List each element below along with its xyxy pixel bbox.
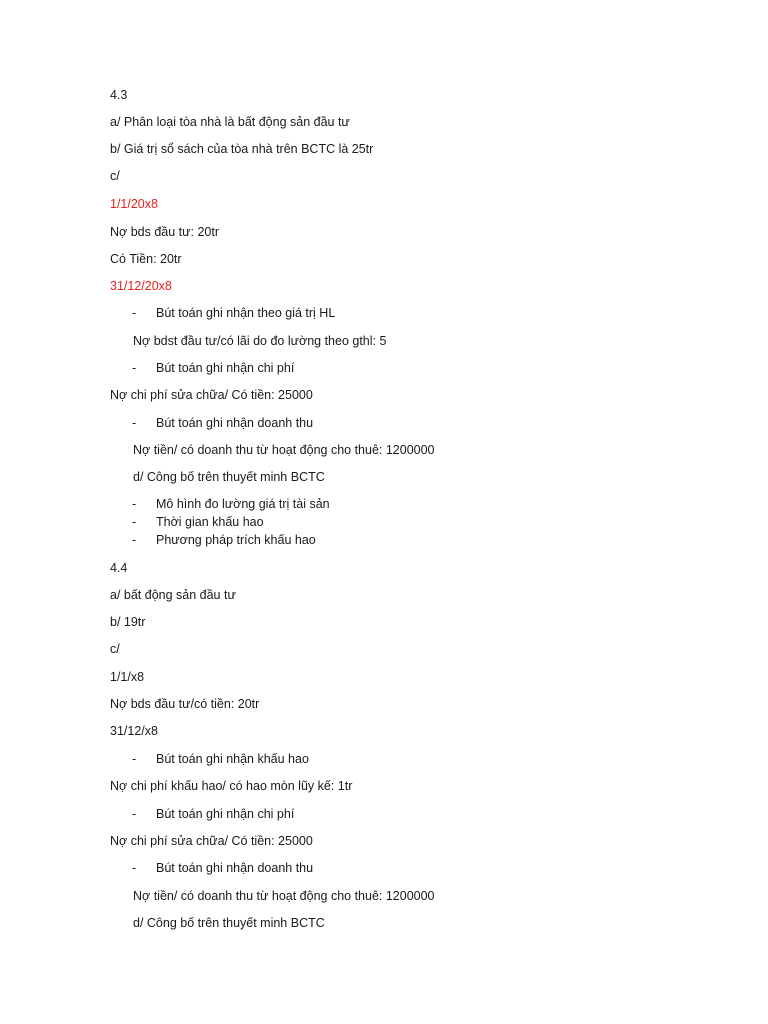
bullet-item <box>132 305 335 321</box>
bullet-dash: - <box>132 361 137 375</box>
bullet-dash: - <box>132 533 137 547</box>
date-label: 1/1/x8 <box>110 670 145 684</box>
journal-entry: Nợ chi phí sửa chữa/ Có tiền: 25000 <box>110 388 313 402</box>
bullet-text: Bút toán ghi nhận chi phí <box>156 361 295 375</box>
answer-b: b/ 19tr <box>110 615 146 629</box>
bullet-dash: - <box>132 752 137 766</box>
bullet-text: Bút toán ghi nhận chi phí <box>156 807 295 821</box>
bullet-text: Mô hình đo lường giá trị tài sản <box>156 497 330 511</box>
date-label: 1/1/20x8 <box>110 197 158 211</box>
bullet-dash: - <box>132 515 137 529</box>
answer-a: a/ Phân loại tòa nhà là bất động sản đầu tư <box>110 115 350 129</box>
section-heading: 4.4 <box>110 561 128 575</box>
journal-entry: Nợ bdst đầu tư/có lãi do đo lường theo gthl: 5 <box>133 334 387 348</box>
bullet-text: Bút toán ghi nhận khấu hao <box>156 752 309 766</box>
bullet-item <box>132 415 313 431</box>
journal-entry: Nợ tiền/ có doanh thu từ hoạt động cho thuê: 1200000 <box>133 443 435 457</box>
bullet-dash: - <box>132 416 137 430</box>
journal-entry: Có Tiền: 20tr <box>110 252 182 266</box>
bullet-text: Bút toán ghi nhận doanh thu <box>156 416 314 430</box>
journal-entry: Nợ chi phí sửa chữa/ Có tiền: 25000 <box>110 834 313 848</box>
section-heading: 4.3 <box>110 88 128 102</box>
answer-c: c/ <box>110 642 120 656</box>
journal-entry: Nợ bds đầu tư: 20tr <box>110 225 219 239</box>
bullet-item <box>132 496 330 512</box>
bullet-dash: - <box>132 807 137 821</box>
bullet-text: Thời gian khấu hao <box>156 515 264 529</box>
bullet-item <box>132 514 264 530</box>
bullet-item <box>132 860 313 876</box>
answer-b: b/ Giá trị sổ sách của tòa nhà trên BCTC là 25tr <box>110 142 374 156</box>
bullet-item <box>132 532 316 548</box>
bullet-item <box>132 751 309 767</box>
bullet-item <box>132 360 294 376</box>
answer-d: d/ Công bố trên thuyết minh BCTC <box>133 916 325 930</box>
bullet-text: Phương pháp trích khấu hao <box>156 533 316 547</box>
bullet-text: Bút toán ghi nhận theo giá trị HL <box>156 306 336 320</box>
date-label: 31/12/20x8 <box>110 279 172 293</box>
answer-d: d/ Công bố trên thuyết minh BCTC <box>133 470 325 484</box>
bullet-dash: - <box>132 497 137 511</box>
journal-entry: Nợ chi phí khấu hao/ có hao mòn lũy kế: 1tr <box>110 779 353 793</box>
journal-entry: Nợ tiền/ có doanh thu từ hoạt động cho thuê: 1200000 <box>133 889 435 903</box>
journal-entry: Nợ bds đầu tư/có tiền: 20tr <box>110 697 260 711</box>
date-label: 31/12/x8 <box>110 724 158 738</box>
bullet-text: Bút toán ghi nhận doanh thu <box>156 861 314 875</box>
bullet-dash: - <box>132 306 137 320</box>
answer-a: a/ bất động sản đầu tư <box>110 588 236 602</box>
bullet-item <box>132 806 294 822</box>
answer-c: c/ <box>110 169 120 183</box>
bullet-dash: - <box>132 861 137 875</box>
